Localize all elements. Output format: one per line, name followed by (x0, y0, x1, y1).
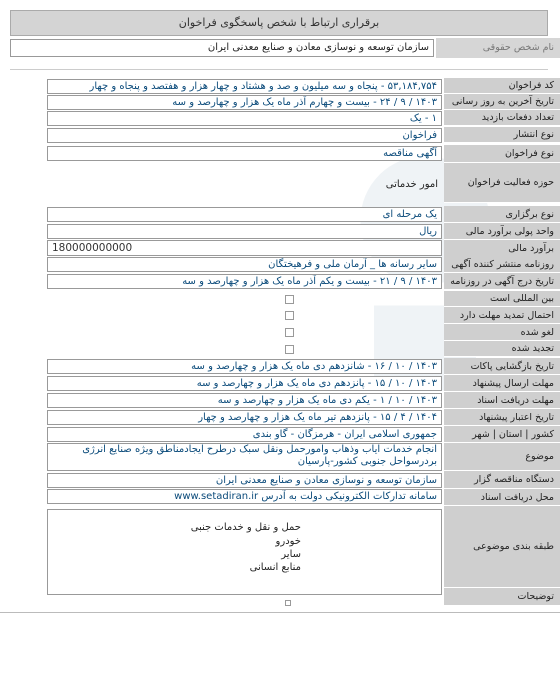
checkbox-international[interactable] (285, 295, 294, 304)
label-doc-deadline: مهلت دریافت اسناد (444, 392, 560, 409)
value-submit-deadline[interactable]: ۱۴۰۳ / ۱۰ / ۱۵ - پانزدهم دی ماه یک هزار و چهارصد و سه (47, 376, 442, 391)
legal-entity-label: نام شخص حقوقی (436, 38, 560, 58)
value-last-update[interactable]: ۱۴۰۳ / ۹ / ۲۴ - بیست و چهارم آذر ماه یک هزار و چهارصد و سه (47, 95, 442, 110)
label-call-type: نوع فراخوان (444, 145, 560, 163)
value-activity-area: امور خدماتی (385, 179, 438, 190)
value-estimate[interactable]: 180000000000 (47, 240, 442, 256)
label-renewed: تجدید شده (444, 341, 560, 357)
value-newspaper-date[interactable]: ۱۴۰۳ / ۹ / ۲۱ - بیست و یکم آذر ماه یک هزار و چهارصد و سه (47, 274, 442, 289)
label-validity: تاریخ اعتبار پیشنهاد (444, 409, 560, 426)
value-publish-type[interactable]: فراخوان (47, 128, 442, 143)
label-subject: موضوع (444, 443, 560, 471)
label-visit-count: تعداد دفعات بازدید (444, 110, 560, 126)
value-visit-count[interactable]: ۱ - یک (47, 111, 442, 126)
value-doc-deadline[interactable]: ۱۴۰۳ / ۱۰ / ۱ - یکم دی ماه یک هزار و چهارصد و سه (47, 393, 442, 408)
value-validity[interactable]: ۱۴۰۴ / ۴ / ۱۵ - پانزدهم تیر ماه یک هزار و چهارصد و چهار (47, 410, 442, 425)
page-background (0, 613, 560, 692)
label-location: کشور | استان | شهر (444, 426, 560, 443)
value-call-type[interactable]: آگهی مناقصه (47, 146, 442, 161)
contact-row (0, 38, 560, 58)
label-activity-area: حوزه فعالیت فراخوان (444, 163, 560, 203)
category-item: منابع انسانی (249, 562, 301, 573)
value-hold-type[interactable]: یک مرحله ای (47, 207, 442, 222)
label-international: بین المللی است (444, 291, 560, 307)
section-divider (10, 69, 548, 70)
label-hold-type: نوع برگزاری (444, 206, 560, 223)
category-item: سایر (281, 549, 301, 560)
label-publish-type: نوع انتشار (444, 127, 560, 143)
value-subject[interactable]: انجام خدمات ایاب وذهاب وامورحمل ونقل سبک درطرح ایجادمناطق ویژه صنایع انرژی بردرسواحل جنوبی کشور-پارسیان (47, 443, 442, 471)
label-opening-date: تاریخ بازگشایی پاکات (444, 358, 560, 375)
label-extension: احتمال تمدید مهلت دارد (444, 307, 560, 324)
label-cancelled: لغو شده (444, 324, 560, 341)
checkbox-renewed[interactable] (285, 345, 294, 354)
label-receive-place: محل دریافت اسناد (444, 489, 560, 506)
label-newspaper-date: تاریخ درج آگهی در روزنامه (444, 273, 560, 290)
label-submit-deadline: مهلت ارسال پیشنهاد (444, 375, 560, 392)
category-item: حمل و نقل و خدمات جنبی (190, 522, 301, 533)
label-estimate: برآورد مالی (444, 240, 560, 257)
label-last-update: تاریخ آخرین به روز رسانی (444, 94, 560, 110)
value-currency[interactable]: ریال (47, 224, 442, 239)
checkbox-extension[interactable] (285, 311, 294, 320)
category-list (47, 509, 442, 595)
label-notes: توضیحات (444, 588, 560, 606)
value-newspaper[interactable]: سایر رسانه ها _ آرمان ملی و فرهیختگان (47, 257, 442, 272)
value-code[interactable]: ۵۳,۱۸۴,۷۵۴ - پنجاه و سه میلیون و صد و هشتاد و چهار هزار و هفتصد و پنجاه و چهار (47, 79, 442, 94)
notes-indicator (285, 600, 291, 606)
label-code: کد فراخوان (444, 78, 560, 94)
value-location[interactable]: جمهوری اسلامی ایران - هرمزگان - گاو بندی (47, 427, 442, 442)
label-organizer: دستگاه مناقصه گزار (444, 471, 560, 489)
category-item: خودرو (275, 536, 301, 547)
checkbox-cancelled[interactable] (285, 328, 294, 337)
value-opening-date[interactable]: ۱۴۰۳ / ۱۰ / ۱۶ - شانزدهم دی ماه یک هزار و چهارصد و سه (47, 359, 442, 374)
label-newspaper: روزنامه منتشر کننده آگهی (444, 256, 560, 273)
legal-entity-field[interactable]: سازمان توسعه و نوسازی معادن و صنایع معدنی ایران (10, 39, 434, 57)
label-currency: واحد پولی برآورد مالی (444, 223, 560, 240)
value-receive-place[interactable]: سامانه تدارکات الکترونیکی دولت به آدرس www.setadiran.ir (47, 489, 442, 504)
value-organizer[interactable]: سازمان توسعه و نوسازی معادن و صنایع معدنی ایران (47, 473, 442, 488)
label-category: طبقه بندی موضوعی (444, 506, 560, 588)
contact-section-header: برقراری ارتباط با شخص پاسخگوی فراخوان (10, 10, 548, 36)
